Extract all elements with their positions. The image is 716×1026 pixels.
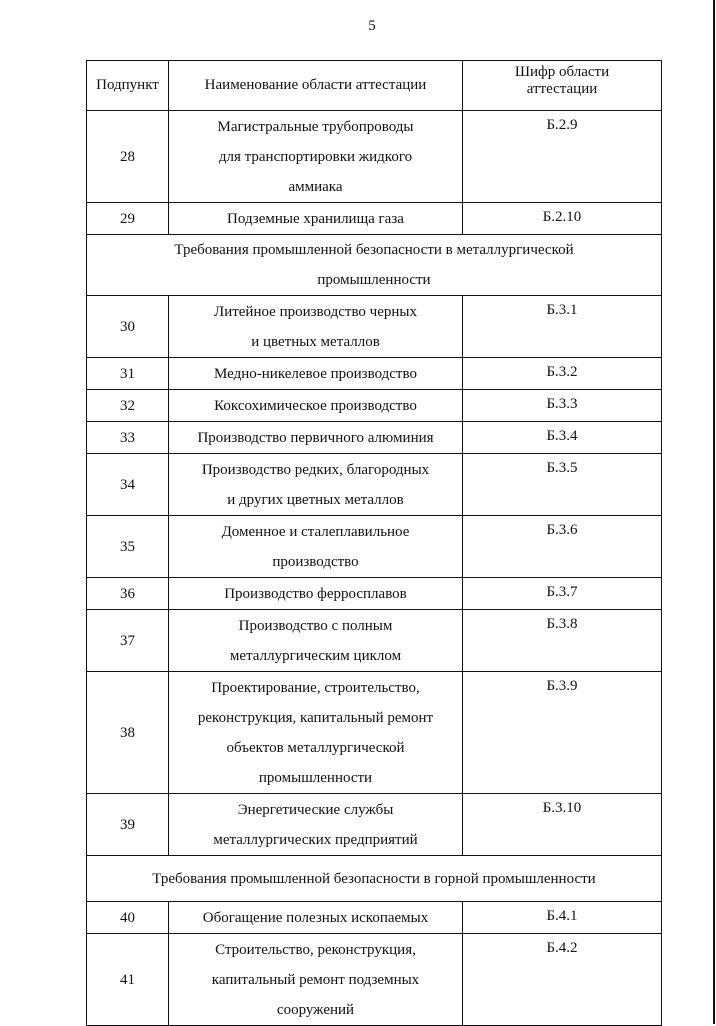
area-name-line: Магистральные трубопроводы [217, 119, 414, 135]
area-code: Б.3.3 [463, 390, 662, 422]
subitem-number: 31 [87, 358, 169, 390]
area-name-line: для транспортировки жидкого [218, 149, 413, 165]
area-name-line: капитальный ремонт подземных [211, 972, 420, 988]
subitem-number: 40 [87, 902, 169, 934]
subitem-number: 29 [87, 203, 169, 235]
table-row [87, 296, 662, 358]
area-code: Б.3.10 [463, 794, 662, 856]
subitem-number: 34 [87, 454, 169, 516]
area-name-line: металлургических предприятий [213, 832, 418, 848]
area-code: Б.3.2 [463, 358, 662, 390]
area-name-line: Подземные хранилища газа [227, 211, 404, 227]
area-name-line: Доменное и сталеплавильное [221, 524, 410, 540]
area-code: Б.4.2 [463, 934, 662, 1026]
page-edge-line [713, 0, 715, 1024]
area-name-line: объектов металлургической [226, 740, 405, 756]
area-code: Б.3.7 [463, 578, 662, 610]
area-name [169, 578, 463, 610]
area-name [169, 934, 463, 1026]
section-title [87, 856, 662, 902]
area-name [169, 203, 463, 235]
area-name-line: Проектирование, строительство, [211, 680, 420, 696]
subitem-number: 30 [87, 296, 169, 358]
subitem-number: 32 [87, 390, 169, 422]
section-row [87, 235, 662, 296]
header-area-code-line: Шифр области [514, 64, 610, 80]
area-name-line: Производство первичного алюминия [197, 430, 434, 446]
header-area-code-line: аттестации [526, 81, 598, 97]
area-name-line: Производство с полным [238, 618, 393, 634]
subitem-number: 36 [87, 578, 169, 610]
area-name [169, 422, 463, 454]
table-row [87, 358, 662, 390]
header-area-name: Наименование области аттестации [169, 61, 463, 111]
subitem-number: 33 [87, 422, 169, 454]
area-name-line: реконструкция, капитальный ремонт [197, 710, 434, 726]
subitem-number: 35 [87, 516, 169, 578]
section-title-line: Требования промышленной безопасности в горной промышленности [152, 870, 596, 887]
area-name [169, 794, 463, 856]
subitem-number: 28 [87, 111, 169, 203]
area-name-line: Коксохимическое производство [214, 398, 417, 414]
area-name [169, 390, 463, 422]
table-row [87, 902, 662, 934]
table-row [87, 934, 662, 1026]
area-name [169, 296, 463, 358]
table-row [87, 610, 662, 672]
table-row [87, 422, 662, 454]
area-code: Б.3.6 [463, 516, 662, 578]
section-title-line: промышленности [317, 272, 431, 288]
header-subitem: Подпункт [87, 61, 169, 111]
page-number: 5 [368, 18, 376, 34]
area-name [169, 454, 463, 516]
area-name-line: промышленности [258, 770, 373, 786]
section-row [87, 856, 662, 902]
area-name [169, 672, 463, 794]
area-name-line: производство [272, 554, 359, 570]
area-name-line: металлургическим циклом [229, 648, 402, 664]
area-code: Б.2.9 [463, 111, 662, 203]
table-row [87, 454, 662, 516]
table-row [87, 516, 662, 578]
area-code: Б.4.1 [463, 902, 662, 934]
table-row [87, 203, 662, 235]
area-code: Б.3.1 [463, 296, 662, 358]
area-name-line: Производство ферросплавов [224, 586, 407, 602]
header-area-code [463, 61, 662, 111]
section-title [87, 235, 662, 296]
area-name-line: и других цветных металлов [227, 492, 404, 508]
subitem-number: 38 [87, 672, 169, 794]
area-name [169, 358, 463, 390]
area-name [169, 111, 463, 203]
area-name-line: Энергетические службы [237, 802, 394, 818]
area-name [169, 902, 463, 934]
area-name [169, 610, 463, 672]
table-row [87, 578, 662, 610]
attestation-table [86, 60, 662, 1026]
area-code: Б.3.9 [463, 672, 662, 794]
area-name-line: Литейное производство черных [214, 304, 417, 320]
table-row [87, 111, 662, 203]
area-name-line: аммиака [288, 179, 343, 195]
attestation-table-body [87, 61, 662, 1026]
area-name-line: сооружений [276, 1002, 355, 1018]
area-name-line: Производство редких, благородных [201, 462, 430, 478]
subitem-number: 41 [87, 934, 169, 1026]
area-name-line: Строительство, реконструкция, [215, 942, 416, 958]
section-title-line: Требования промышленной безопасности в металлургической [174, 242, 574, 258]
subitem-number: 39 [87, 794, 169, 856]
area-name-line: и цветных металлов [251, 334, 380, 350]
subitem-number: 37 [87, 610, 169, 672]
area-code: Б.3.8 [463, 610, 662, 672]
area-name-line: Медно-никелевое производство [214, 366, 417, 382]
table-row [87, 794, 662, 856]
table-row [87, 672, 662, 794]
area-code: Б.2.10 [463, 203, 662, 235]
table-row [87, 390, 662, 422]
table-header-row [87, 61, 662, 111]
area-name-line: Обогащение полезных ископаемых [202, 910, 429, 926]
area-code: Б.3.5 [463, 454, 662, 516]
area-code: Б.3.4 [463, 422, 662, 454]
area-name [169, 516, 463, 578]
